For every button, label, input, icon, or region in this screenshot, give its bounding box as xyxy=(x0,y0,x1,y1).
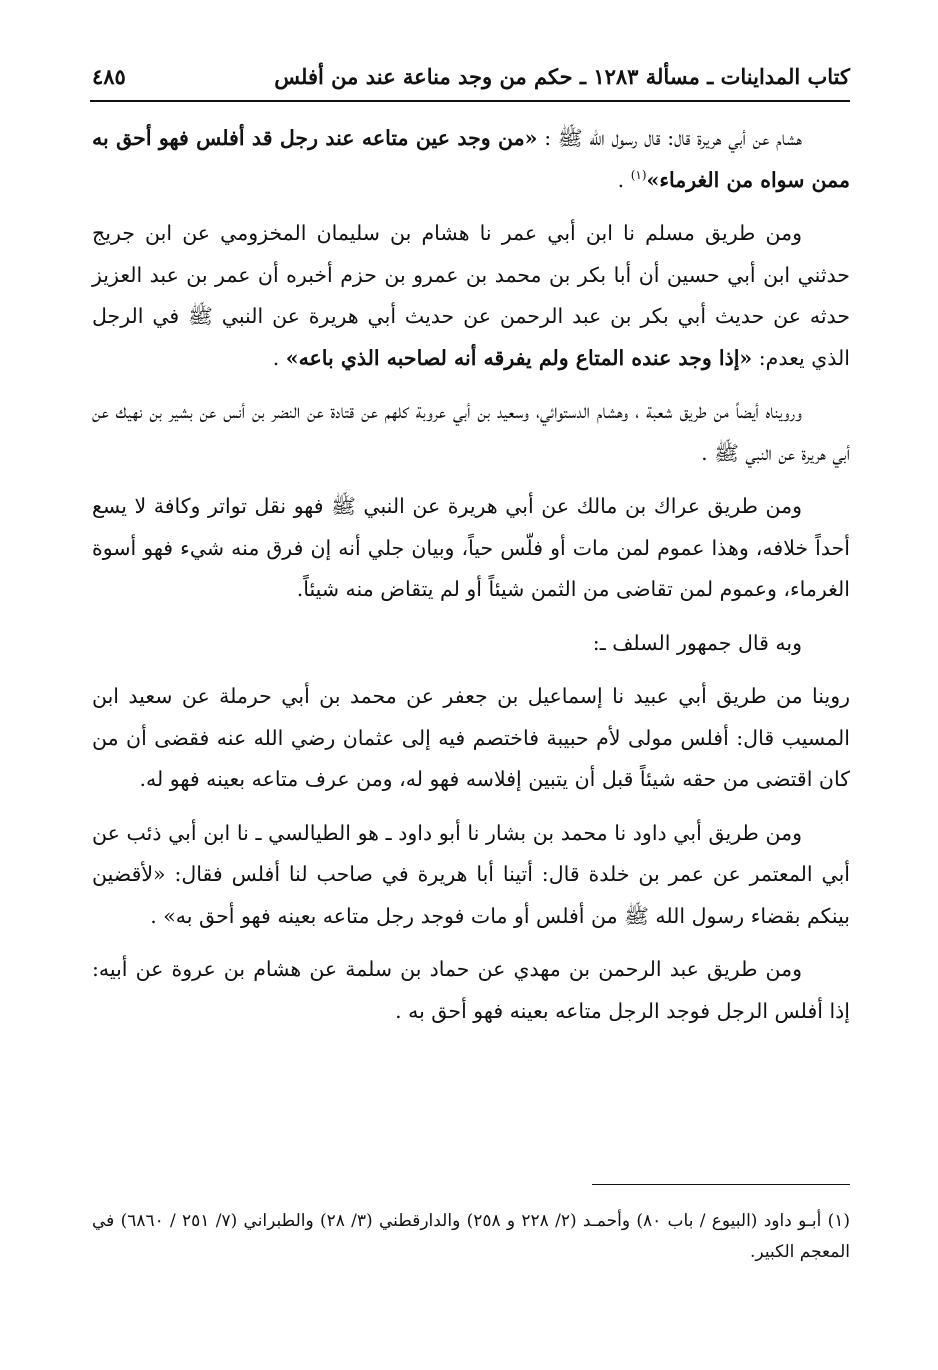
paragraph-text: . xyxy=(272,345,286,370)
paragraph-text: روينا من طريق أبي عبيد نا إسماعيل بن جعفر عن محمد بن أبي حرملة عن سعيد ابن المسيب قال: أفلس مولى لأم حبيبة فاختصم فيه إلى عثمان رضي الله عنه فقضى أن من كان اقتضى من حقه شيئاً قبل أن يتبين إفلاسه فهو له، ومن عرف متاعه بعينه فهو له. xyxy=(92,684,850,791)
paragraph xyxy=(92,676,850,801)
paragraph-text: هشام عن أبي هريرة قال: قال رسول الله ﷺ : xyxy=(537,126,803,150)
paragraph xyxy=(92,623,850,665)
paragraph-text: ورويناه أيضاً من طريق شعبة ، وهشام الدستوائي، وسعيد بن أبي عروبة كلهم عن قتادة عن النضر بن أنس عن بشير بن نهيك عن أبي هريرة عن النبي ﷺ . xyxy=(92,399,850,465)
main-text xyxy=(92,118,850,1044)
paragraph xyxy=(92,813,850,938)
paragraph xyxy=(92,391,850,474)
footnote: (١) أبـو داود (البيوع / باب ٨٠) وأحمـد (٢/ ٢٢٨ و ٢٥٨) والدارقطني (٣/ ٢٨) والطبراني (٧/ ٢٥١ / ٦٨٦٠) في المعجم الكبير. xyxy=(92,1211,850,1262)
hadith-quote: «إذا وجد عنده المتاع ولم يفرقه أنه لصاحبه الذي باعه» xyxy=(285,345,753,370)
paragraph-text: ومن طريق مسلم نا ابن أبي عمر نا هشام بن سليمان المخزومي عن ابن جريج حدثني ابن أبي حسين أن أبا بكر بن محمد بن عمرو بن حزم أخبره أن عمر بن عبد العزيز حدثه عن حديث أبي بكر بن عبد الرحمن عن حديث أبي هريرة عن النبي ﷺ في الرجل الذي يعدم: xyxy=(92,221,850,370)
page-header xyxy=(92,56,850,96)
paragraph xyxy=(92,949,850,1032)
paragraph-text: . xyxy=(617,167,631,192)
paragraph xyxy=(92,118,850,201)
footnote-rule xyxy=(592,1184,850,1185)
header-rule xyxy=(90,100,850,102)
paragraph-text: ومن طريق أبي داود نا محمد بن بشار نا أبو داود ـ هو الطيالسي ـ نا ابن أبي ذئب عن أبي المعتمر عن عمر بن خلدة قال: أتينا أبا هريرة في صاحب لنا أفلس فقال: «لأقضين بينكم بقضاء رسول الله ﷺ من أفلس أو مات فوجد رجل متاعه بعينه فهو أحق به» . xyxy=(92,820,850,928)
hadith-quote: «من وجد عين متاعه عند رجل قد أفلس فهو أحق به ممن سواه من الغرماء» xyxy=(92,126,850,192)
running-title: كتاب المداينات ـ مسألة ١٢٨٣ ـ حكم من وجد مناعة عند من أفلس xyxy=(274,63,850,89)
paragraph-text: ومن طريق عبد الرحمن بن مهدي عن حماد بن سلمة عن هشام بن عروة عن أبيه: إذا أفلس الرجل فوجد الرجل متاعه بعينه فهو أحق به . xyxy=(92,957,850,1023)
paragraph-text: ومن طريق عراك بن مالك عن أبي هريرة عن النبي ﷺ فهو نقل تواتر وكافة لا يسع أحداً خلافه، وهذا عموم لمن مات أو فلّس حياً، وبيان جلي أنه إن فرق منه شيء فهو أسوة الغرماء، وعموم لمن تقاضى من الثمن شيئاً أو لم يتقاض منه شيئاً. xyxy=(92,494,850,601)
paragraph xyxy=(92,486,850,611)
paragraph-text: وبه قال جمهور السلف ـ: xyxy=(592,630,802,655)
page-number: ٤٨٥ xyxy=(92,63,126,89)
paragraph xyxy=(92,213,850,379)
footnote-marker: (١) xyxy=(630,167,647,182)
